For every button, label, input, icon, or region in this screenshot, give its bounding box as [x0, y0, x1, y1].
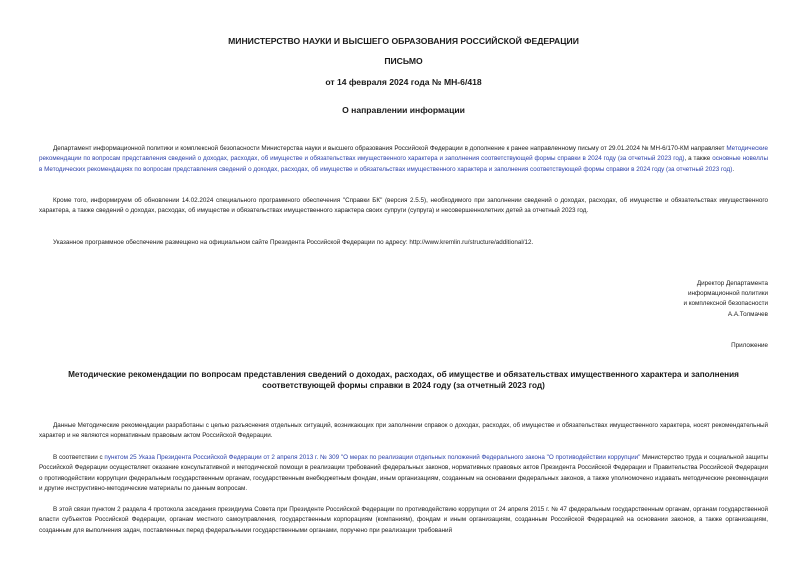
- p1-text-start: Департамент информационной политики и комплексной безопасности Министерства науки и высшего образования Российской Федерации в дополнение к ранее направленному письму от 29.01.2024 № МН-6/170-КМ направляет: [53, 145, 727, 152]
- signature-name: А.А.Толмачев: [727, 310, 768, 318]
- methodical-recommendations-link[interactable]: Методические рекомендации по вопросам представления сведений о доходах, расходах, об имуществе и обязательствах имущественного характера и заполнения соответствующей формы справки в 2024 году (за отчетный 2023 год): [39, 145, 768, 163]
- body-paragraph-1: [39, 144, 768, 175]
- signature-position-line-2: информационной политики: [688, 290, 768, 298]
- body-paragraph-2: Кроме того, информируем об обновлении 14.02.2024 специального программного обеспечения "Справки БК" (версия 2.5.5), необходимого при заполнении сведений о доходах, расходах, об имуществе и обязательствах имущественного характера, а также сведений о доходах, расходах, об имуществе и обязательствах имущественного характера своих супруги (супруга) и несовершеннолетних детей за отчетный 2023 год.: [39, 197, 768, 215]
- p2-text-end: Министерство труда и социальной защиты Российской Федерации осуществляет оказание консультативной и методической помощи в реализации требований федеральных законов, нормативных правовых актов Президента Российской Федерации и Правительства Российской Федерации о противодействии коррупции федеральным государственным органам, государственным внебюджетным фондам, иным организациям, созданным на основании федеральных законов, а также уполномочено издавать методические рекомендации и другие инструктивно-методические материалы по данным вопросам.: [39, 454, 768, 493]
- decree-309-link[interactable]: пунктом 25 Указа Президента Российской Федерации от 2 апреля 2013 г. № 309 "О мерах по реализации отдельных положений Федерального закона "О противодействии коррупции": [104, 454, 641, 461]
- signature-block: [568, 279, 768, 320]
- body-paragraph-3: Указанное программное обеспечение размещено на официальном сайте Президента Российской Федерации по адресу: http://www.kremlin.ru/structure/additional/12.: [53, 239, 534, 246]
- p2-text-start: В соответствии с: [53, 454, 105, 461]
- document-date-number: от 14 февраля 2024 года № МН-6/418: [325, 77, 482, 87]
- appendix-paragraph-1: Данные Методические рекомендации разработаны с целью разъяснения отдельных ситуаций, возникающих при заполнении справок о доходах, расходах, об имуществе и обязательствах имущественного характера, носят рекомендательный характер и не являются нормативным правовым актом Российской Федерации.: [39, 422, 768, 440]
- appendix-paragraph-2: [39, 453, 768, 495]
- p1-text-mid: , а также: [684, 155, 713, 163]
- appendix-label: Приложение: [731, 342, 768, 349]
- document-type: ПИСЬМО: [384, 56, 423, 66]
- appendix-paragraph-3: В этой связи пунктом 2 раздела 4 протокола заседания президиума Совета при Президенте Российской Федерации по противодействию коррупции от 24 апреля 2015 г. № 47 федеральным государственным органам, органам государственной власти субъектов Российской Федерации, органам местного самоуправления, государственным корпорациям (компаниям), фондам и иным организациям, созданным Российской Федерацией на основании законов, а также организациям, созданным для выполнения задач, поставленных перед федеральными государственными органами, поручено при реализации требований: [39, 506, 768, 534]
- signature-position-line-1: Директор Департамента: [696, 280, 768, 287]
- ministry-heading: МИНИСТЕРСТВО НАУКИ И ВЫСШЕГО ОБРАЗОВАНИЯ РОССИЙСКОЙ ФЕДЕРАЦИИ: [228, 36, 579, 46]
- document-subject: О направлении информации: [342, 105, 465, 115]
- main-novelties-link[interactable]: основные новеллы в Методических рекомендациях по вопросам представления сведений о доходах, расходах, об имуществе и обязательствах имущественного характера и заполнения соответствующей формы справки в 2024 году (за отчетный 2023 год): [39, 155, 768, 173]
- p1-text-end: .: [732, 165, 735, 173]
- signature-position-line-3: и комплексной безопасности: [683, 300, 768, 308]
- appendix-title: Методические рекомендации по вопросам представления сведений о доходах, расходах, об имуществе и обязательствах имущественного характера и заполнения соответствующей формы справки в 2024 году (за отчетный 2023 год): [68, 370, 739, 391]
